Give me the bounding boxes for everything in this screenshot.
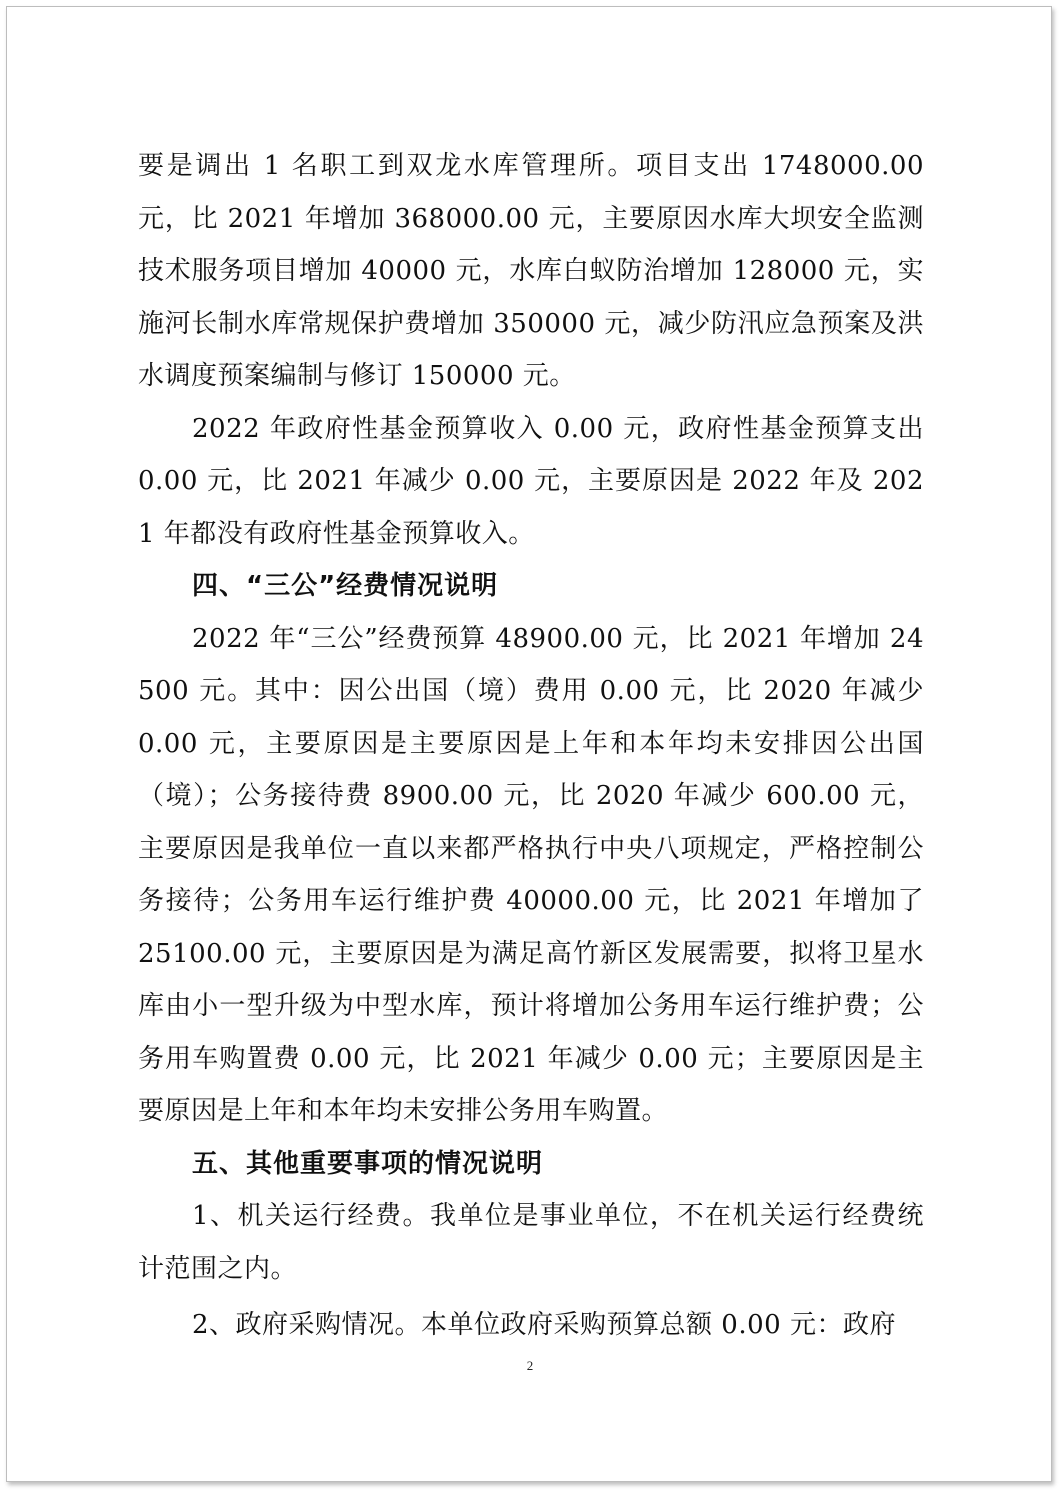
page-number: 2 (526, 1358, 534, 1373)
section-heading-other-matters: 五、其他重要事项的情况说明 (192, 1148, 544, 1179)
paragraph-project-expenditure: 要是调出 1 名职工到双龙水库管理所。项目支出 1748000.00 元，比 2021 年增加 368000.00 元，主要原因水库大坝安全监测技术服务项目增加 40000 元，水库白蚁防治增加 128000 元，实施河长制水库常规保护费增加 350000 元，减少防汛应急预案及洪水调度预案编制与修订 150000 元。 (138, 151, 924, 391)
paragraph-government-fund: 2022 年政府性基金预算收入 0.00 元，政府性基金预算支出 0.00 元，比 2021 年减少 0.00 元，主要原因是 2022 年及 2021 年都没有政府性基金预算收入。 (138, 413, 924, 549)
paragraph-procurement: 2、政府采购情况。本单位政府采购预算总额 0.00 元：政府 (192, 1310, 896, 1340)
paragraph-three-public-funds: 2022 年“三公”经费预算 48900.00 元，比 2021 年增加 24500 元。其中：因公出国（境）费用 0.00 元，比 2020 年减少 0.00 元，主要原因是主要原因是上年和本年均未安排因公出国（境）；公务接待费 8900.00 元，比 2020 年减少 600.00 元，主要原因是我单位一直以来都严格执行中央八项规定，严格控制公务接待；公务用车运行维护费 40000.00 元，比 2021 年增加了 25100.00 元，主要原因是为满足高竹新区发展需要，拟将卫星水库由小一型升级为中型水库，预计将增加公务用车运行维护费；公务用车购置费 0.00 元，比 2021 年减少 0.00 元；主要原因是主要原因是上年和本年均未安排公务用车购置。 (138, 623, 924, 1126)
section-heading-three-public: 四、“三公”经费情况说明 (192, 571, 499, 601)
document-body (138, 140, 924, 1352)
paragraph-operating-funds: 1、机关运行经费。我单位是事业单位，不在机关运行经费统计范围之内。 (138, 1201, 924, 1284)
